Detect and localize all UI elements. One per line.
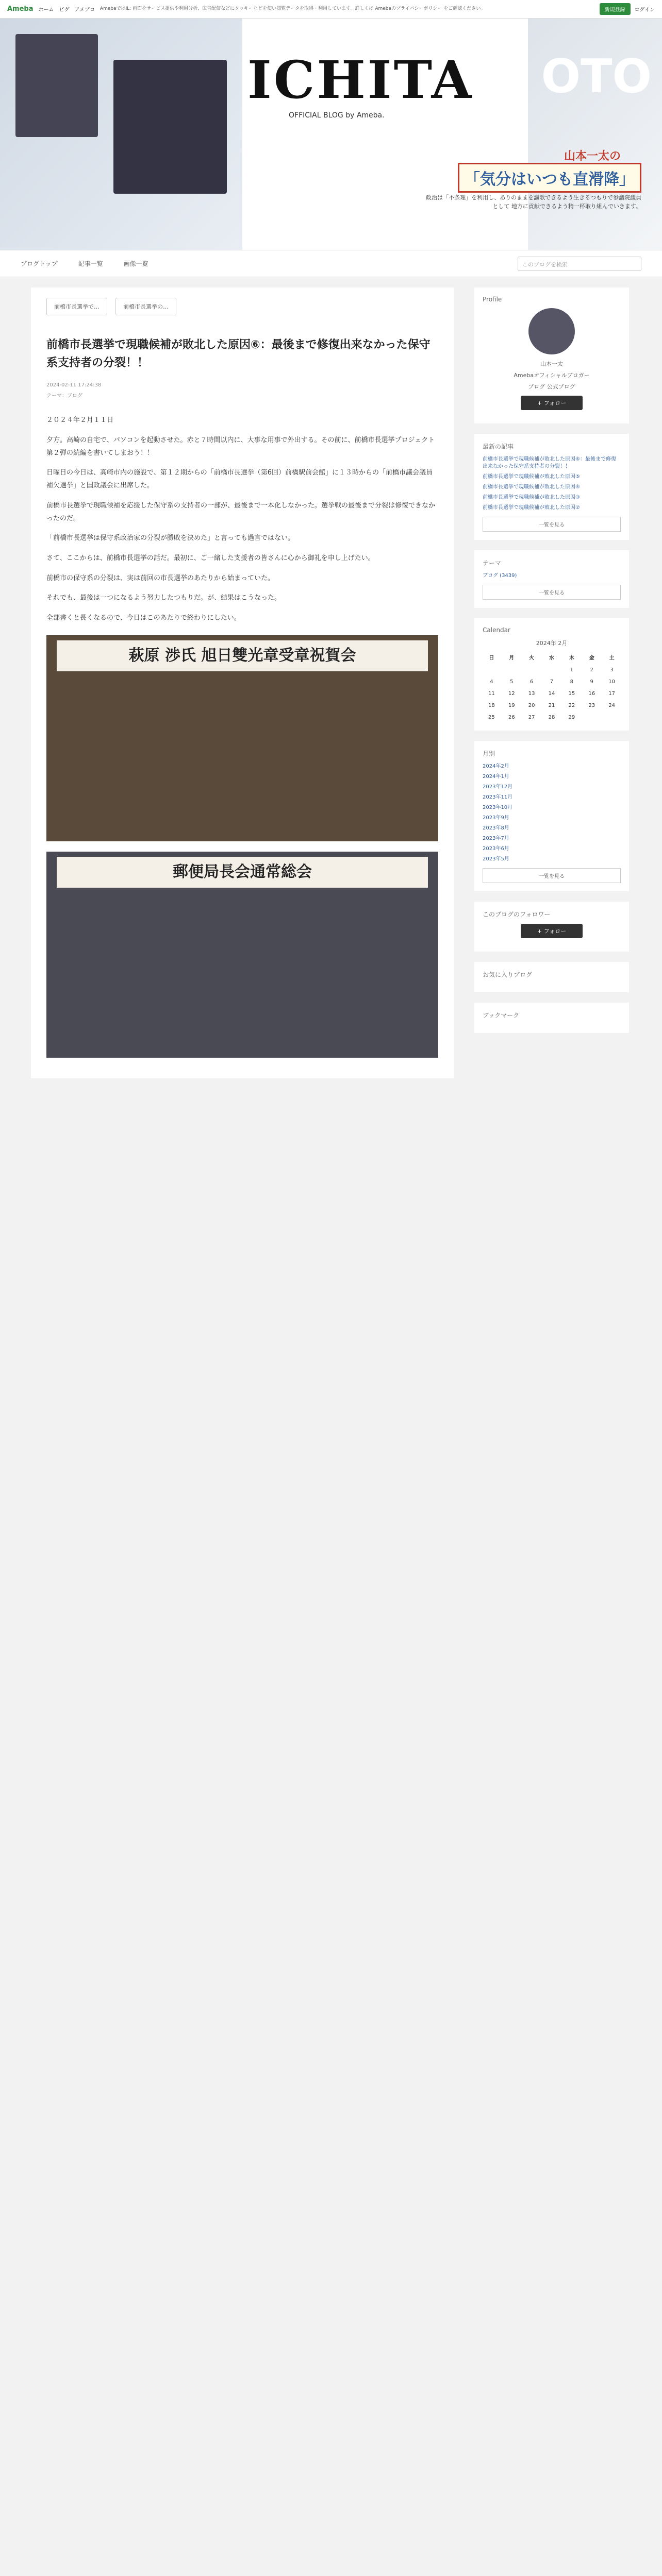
recent-item[interactable]: 前橋市長選挙で現職候補が敗北した原因⑤	[483, 474, 580, 480]
profile-link-official[interactable]: 公式ブログ	[547, 383, 575, 390]
calendar-day[interactable]: 28	[548, 715, 555, 720]
nav-item-images[interactable]: 画像一覧	[123, 260, 148, 267]
search-input[interactable]: このブログを検索	[518, 257, 641, 271]
recent-item[interactable]: 前橋市長選挙で現職候補が敗北した原因④	[483, 484, 580, 490]
more-button[interactable]: 一覧を見る	[483, 868, 621, 883]
archive-heading: 月別	[483, 750, 495, 757]
article-date: 2024-02-11 17:24:38	[46, 382, 102, 388]
blog-subtitle: OFFICIAL BLOG by Ameba.	[289, 111, 385, 120]
calendar-grid	[483, 651, 621, 722]
calendar-day[interactable]: 5	[510, 679, 514, 685]
calendar-weekday: 金	[589, 655, 594, 661]
blog-slogan: 「気分はいつも直滑降」	[458, 163, 641, 193]
calendar-weekday: 土	[609, 655, 615, 661]
calendar-day[interactable]: 9	[590, 679, 593, 685]
paragraph: それでも、最後は一つになるよう努力したつもりだ。が、結果はこうなった。	[46, 594, 282, 602]
calendar-day[interactable]: 20	[528, 703, 535, 708]
follow-button[interactable]: + フォロー	[521, 924, 583, 938]
profile-name[interactable]: 山本一太	[540, 361, 563, 367]
archive-item[interactable]: 2023年10月	[483, 805, 513, 810]
calendar-day[interactable]: 12	[508, 691, 515, 697]
calendar-day[interactable]: 27	[528, 715, 535, 720]
recent-item[interactable]: 前橋市長選挙で現職候補が敗北した原因②	[483, 505, 580, 511]
paragraph: 「前橋市長選挙は保守系政治家の分裂が勝敗を決めた」と言っても過言ではない。	[46, 534, 295, 543]
follower-heading: このブログのフォロワー	[483, 911, 551, 918]
header-description: 政治は「不条理」を利用し、ありのままを謳歌できるよう生きるつもりで参議院議員として 地方に貢献できるよう精一杯取り組んでいきます。	[426, 194, 641, 210]
paragraph: 前橋市の保守系の分裂は、実は前回の市長選挙のあたりから始まっていた。	[46, 574, 275, 582]
calendar-day[interactable]: 21	[548, 703, 555, 708]
portrait-photo	[15, 34, 98, 137]
archive-card	[474, 741, 629, 891]
bookmark-card	[474, 1003, 629, 1033]
calendar-day[interactable]: 8	[570, 679, 574, 685]
recent-card	[474, 434, 629, 540]
paragraph: 全部書くと長くなるので、今日はこのあたりで終わりにしたい。	[46, 614, 241, 622]
theme-item[interactable]: ブログ (3439)	[483, 573, 517, 579]
paragraph: ２０２４年２月１１日	[46, 416, 114, 425]
official-badge: Amebaオフィシャルブロガー	[514, 372, 590, 379]
calendar-card	[474, 618, 629, 731]
calendar-day	[503, 665, 521, 675]
calendar-day	[543, 665, 561, 675]
blog-title[interactable]: ICHITA	[247, 49, 474, 110]
ameba-logo[interactable]: Ameba	[7, 5, 34, 13]
calendar-weekday: 水	[549, 655, 554, 661]
reader-heading: お気に入りブログ	[483, 971, 533, 978]
theme-heading: テーマ	[483, 560, 502, 567]
topbar-link-ameblo[interactable]: アメブロ	[74, 7, 95, 13]
calendar-heading: Calendar	[483, 626, 510, 634]
calendar-month: 2024年 2月	[536, 640, 568, 647]
signup-button[interactable]: 新規登録	[600, 3, 631, 15]
archive-item[interactable]: 2023年8月	[483, 825, 509, 831]
calendar-day[interactable]: 1	[570, 667, 574, 673]
archive-item[interactable]: 2023年12月	[483, 784, 513, 790]
more-button[interactable]: 一覧を見る	[483, 585, 621, 600]
calendar-day[interactable]: 18	[488, 703, 495, 708]
theme-card	[474, 550, 629, 608]
calendar-weekday: 木	[569, 655, 574, 661]
archive-item[interactable]: 2024年2月	[483, 764, 509, 769]
recent-heading: 最新の記事	[483, 443, 514, 450]
sidebar	[474, 287, 629, 1078]
calendar-day[interactable]: 6	[529, 679, 534, 685]
calendar-day	[583, 713, 601, 722]
calendar-day	[523, 665, 541, 675]
calendar-day[interactable]: 7	[550, 679, 554, 685]
article-theme[interactable]: テーマ：ブログ	[46, 393, 82, 399]
calendar-day[interactable]: 17	[608, 691, 615, 697]
archive-item[interactable]: 2023年7月	[483, 836, 509, 841]
calendar-day[interactable]: 22	[568, 703, 575, 708]
article-title[interactable]: 前橋市長選挙で現職候補が敗北した原因⑥：最後まで修復出来なかった保守系支持者の分裂！！	[46, 338, 431, 370]
profile-heading: Profile	[483, 296, 502, 303]
archive-item[interactable]: 2023年11月	[483, 794, 513, 800]
photo-banner-text: 郵便局長会通常総会	[57, 857, 428, 888]
article	[31, 287, 454, 1078]
calendar-day[interactable]: 23	[588, 703, 595, 708]
avatar[interactable]	[528, 308, 575, 354]
topbar-link-home[interactable]: ホーム	[38, 7, 54, 13]
archive-item[interactable]: 2024年1月	[483, 774, 509, 779]
prev-article-link[interactable]: 前橋市長選挙で…	[46, 298, 107, 315]
paragraph: 夕方。高崎の自宅で、パソコンを起動させた。赤と７時間以内に、大事な用事で外出する。その前に、前橋市長選挙プロジェクト第２弾の続編を書いてしまおう！！	[46, 436, 435, 457]
blog-header	[0, 19, 662, 250]
recent-item[interactable]: 前橋市長選挙で現職候補が敗北した原因③	[483, 495, 580, 500]
calendar-day	[483, 665, 501, 675]
archive-item[interactable]: 2023年5月	[483, 856, 509, 862]
login-link[interactable]: ログイン	[634, 7, 655, 13]
calendar-day[interactable]: 25	[488, 715, 495, 720]
bookmark-heading: ブックマーク	[483, 1012, 520, 1019]
calendar-weekday: 火	[529, 655, 535, 661]
nav-item-top[interactable]: ブログトップ	[21, 260, 58, 267]
reader-card	[474, 962, 629, 992]
calendar-day[interactable]: 16	[588, 691, 595, 697]
more-button[interactable]: 一覧を見る	[483, 517, 621, 532]
follower-card	[474, 902, 629, 952]
calendar-day[interactable]: 24	[608, 703, 615, 708]
calendar-day[interactable]: 13	[528, 691, 535, 697]
article-photo[interactable]	[46, 635, 438, 841]
calendar-day[interactable]: 15	[568, 691, 575, 697]
portrait-photo	[113, 60, 227, 194]
author-name: 山本一太の	[564, 150, 621, 163]
profile-link-blog[interactable]: ブログ	[528, 383, 545, 390]
nav-item-entries[interactable]: 記事一覧	[78, 260, 103, 267]
paragraph: 前橋市長選挙で現職候補を応援した保守系の支持者の一部が、最後まで一本化しなかった。選挙戦の最後まで分裂は修復できなかったのだ。	[46, 501, 436, 522]
blog-nav	[0, 250, 662, 277]
privacy-notice: AmebaではIL: 画面をサービス提供や利用分析、広告配信などにクッキーなどを使い閲覧データを取得・利用しています。詳しくは Amebaのプライバシーポリシー をご確認ください。	[100, 6, 486, 11]
recent-item[interactable]: 前橋市長選挙で現職候補が敗北した原因⑥：最後まで修復出来なかった保守系支持者の分裂！！	[483, 456, 616, 469]
header-oto-text: OTO	[541, 49, 652, 104]
calendar-day[interactable]: 4	[490, 679, 493, 685]
paragraph: さて、ここからは、前橋市長選挙の話だ。最初に、ご一緒した支援者の皆さんに心から御礼を申し上げたい。	[46, 554, 375, 562]
paragraph: 日曜日の今日は、高崎市内の施設で、第１２期からの「前橋市長選挙（第6回）前橋駅前会館」に１３時からの「前橋市議会議員補欠選挙」と国政議会に出席した。	[46, 469, 433, 490]
calendar-day[interactable]: 19	[508, 703, 515, 708]
calendar-day[interactable]: 29	[568, 715, 575, 720]
calendar-day[interactable]: 10	[608, 679, 615, 685]
calendar-weekday: 月	[509, 655, 515, 661]
top-bar	[0, 0, 662, 19]
calendar-day[interactable]: 2	[590, 667, 593, 673]
calendar-weekday: 日	[489, 655, 494, 661]
calendar-day[interactable]: 14	[548, 691, 555, 697]
archive-item[interactable]: 2023年9月	[483, 815, 509, 821]
article-photo[interactable]	[46, 852, 438, 1058]
profile-card	[474, 287, 629, 423]
photo-banner-text: 萩原 渉氏 旭日雙光章受章祝賀会	[57, 640, 428, 671]
archive-item[interactable]: 2023年6月	[483, 846, 509, 852]
follow-button[interactable]: + フォロー	[521, 396, 583, 410]
topbar-link-pigg[interactable]: ピグ	[59, 7, 70, 13]
header-photo-left	[0, 19, 242, 250]
calendar-day[interactable]: 26	[508, 715, 515, 720]
calendar-day[interactable]: 11	[488, 691, 495, 697]
calendar-day[interactable]: 3	[610, 667, 614, 673]
next-article-link[interactable]: 前橋市長選挙の…	[115, 298, 176, 315]
